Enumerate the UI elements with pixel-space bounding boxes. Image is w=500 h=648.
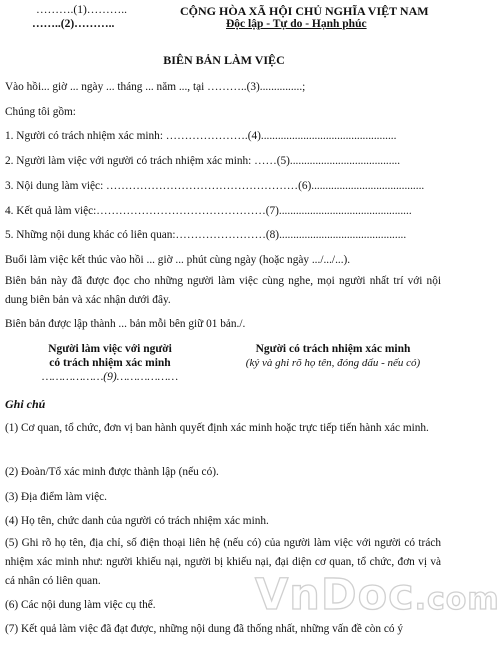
watermark-logo: [255, 570, 500, 620]
watermark-main: VnDoc: [255, 570, 415, 620]
note-4: (4) Họ tên, chức danh của người có trách nhiệm xác minh.: [5, 515, 269, 527]
agency-line-1: ……….(1)………..: [36, 4, 128, 16]
note-5: (5) Ghi rõ họ tên, địa chỉ, số điện thoại liên hệ (nếu có) của người làm việc với người có trách nhiệm xác minh như: người khiếu nại, người bị khiếu nại, đại diện cơ quan, tổ chức, đơn vị và cá nhân có liên quan.: [5, 537, 441, 587]
item-3: 3. Nội dung làm việc: ……………………………………………(6)........................................: [5, 180, 425, 192]
item-5: 5. Những nội dung khác có liên quan:……………………(8).............................................: [5, 229, 407, 241]
signature-left-placeholder: ………………(9)………………: [41, 371, 179, 383]
item-1: 1. Người có trách nhiệm xác minh: ………………….(4)................................................: [5, 130, 397, 142]
time-place-line: Vào hồi... giờ ... ngày ... tháng ... năm ..., tại ………..(3)...............;: [5, 81, 306, 93]
read-confirm-paragraph: Biên bản này đã được đọc cho những người làm việc cùng nghe, mọi người nhất trí với nội dung biên bản và xác nhận dưới đây.: [5, 275, 441, 306]
national-motto: Độc lập - Tự do - Hạnh phúc: [226, 18, 367, 30]
signature-right-instruction: (ký và ghi rõ họ tên, đóng dấu - nếu có): [245, 357, 421, 369]
signature-left-title-2: có trách nhiệm xác minh: [49, 357, 171, 369]
signature-right-title: Người có trách nhiệm xác minh: [255, 343, 411, 355]
item-4: 4. Kết quả làm việc:………………………………………(7)...............................................: [5, 205, 412, 217]
copies-line: Biên bản được lập thành ... bản mỗi bên giữ 01 bản./.: [5, 318, 246, 330]
note-2: (2) Đoàn/Tổ xác minh được thành lập (nếu có).: [5, 466, 219, 478]
agency-line-2: ……..(2)………..: [32, 18, 115, 30]
note-3: (3) Địa điểm làm việc.: [5, 491, 107, 503]
note-7: (7) Kết quả làm việc đã đạt được, những nội dung đã thống nhất, những vấn đề còn có ý: [5, 623, 403, 635]
participants-label: Chúng tôi gồm:: [5, 106, 76, 118]
document-title: BIÊN BẢN LÀM VIỆC: [163, 53, 285, 67]
note-1: (1) Cơ quan, tổ chức, đơn vị ban hành quyết định xác minh hoặc trực tiếp tiến hành xác minh.: [5, 422, 429, 434]
item-2: 2. Người làm việc với người có trách nhiệm xác minh: ……(5).......................................: [5, 155, 401, 167]
notes-heading: Ghi chú: [5, 397, 46, 411]
signature-left-title-1: Người làm việc với người: [48, 343, 172, 355]
national-title: CỘNG HÒA XÃ HỘI CHỦ NGHĨA VIỆT NAM: [180, 4, 429, 18]
end-time-line: Buổi làm việc kết thúc vào hồi ... giờ ... phút cùng ngày (hoặc ngày .../.../...).: [5, 254, 351, 266]
note-6: (6) Các nội dung làm việc cụ thể.: [5, 599, 156, 611]
watermark-domain: .com: [414, 582, 500, 617]
